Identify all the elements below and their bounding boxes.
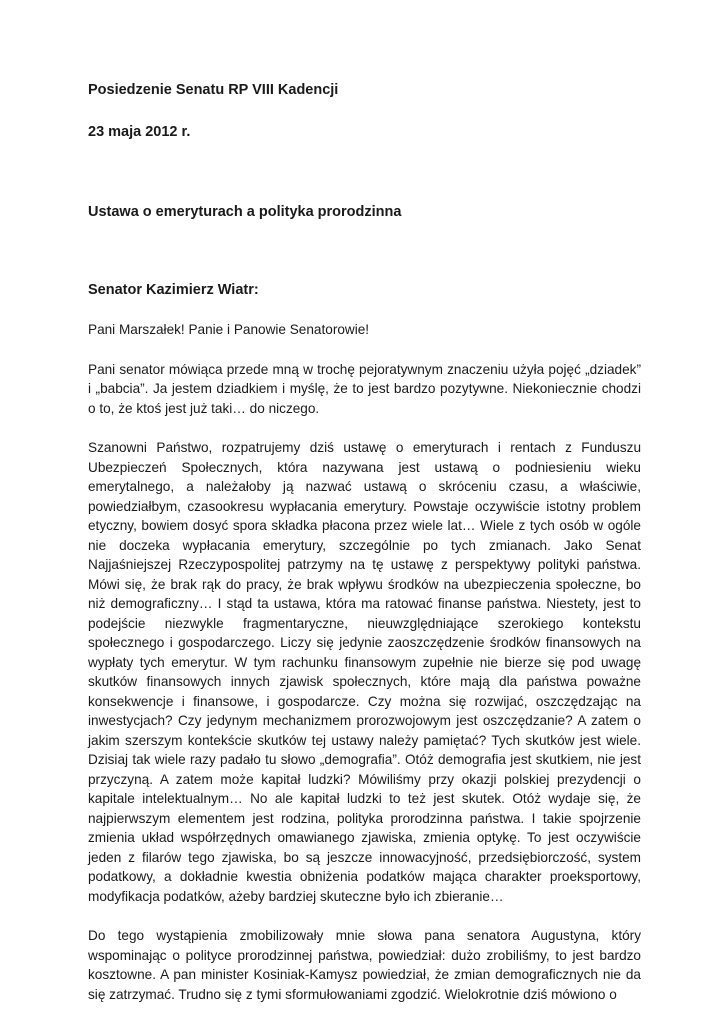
session-title: Posiedzenie Senatu RP VIII Kadencji (88, 82, 339, 98)
greeting: Pani Marszałek! Panie i Panowie Senatorowie! (88, 322, 370, 337)
paragraph-3: Do tego wystąpienia zmobilizowały mnie słowa pana senatora Augustyna, który wspominając o polityce prorodzinnej państwa, powiedział: dużo zrobiliśmy, to jest bardzo kosztowne. A pan minister Kosiniak-Kamysz powiedział, że zmian demograficznych nie da się zatrzymać. Trudno się z tymi sformułowaniami zgodzić. Wielokrotnie dziś mówiono o (88, 928, 641, 1002)
paragraph-1: Pani senator mówiąca przede mną w trochę pejoratywnym znaczeniu użyła pojęć „dziadek” i „babcia”. Ja jestem dziadkiem i myślę, że to jest bardzo pozytywne. Niekoniecznie chodzi o to, że ktoś jest już taki… do niczego. (88, 361, 641, 416)
act-title: Ustawa o emeryturach a polityka prorodzinna (88, 204, 402, 220)
document-page (88, 80, 641, 1004)
paragraph-2: Szanowni Państwo, rozpatrujemy dziś ustawę o emeryturach i rentach z Funduszu Ubezpieczeń Społecznych, która nazywana jest ustawą o podniesieniu wieku emerytalnego, a należałoby ją nazwać ustawą o skróceniu czasu, a właściwie, powiedziałbym, czasookresu wypłacania emerytury. Powstaje oczywiście istotny problem etyczny, bowiem dosyć spora składka płacona przez wiele lat… Wiele z tych osób w ogóle nie doczeka wypłacania emerytury, szczególnie po tych zmianach. Jako Senat Najjaśniejszej Rzeczypospolitej patrzymy na tę ustawę z perspektywy polityki państwa. Mówi się, że brak rąk do pracy, że brak wpływu środków na ubezpieczenia społeczne, bo niż demograficzny… I stąd ta ustawa, która ma ratować finanse państwa. Niestety, jest to podejście niezwykle fragmentaryczne, nieuwzględniające szerokiego kontekstu społecznego i gospodarczego. Liczy się jedynie zaoszczędzenie środków finansowych na wypłaty tych emerytur. W tym rachunku finansowym zupełnie nie bierze się pod uwagę skutków finansowych innych zjawisk społecznych, które mają dla państwa poważne konsekwencje i finansowe, i gospodarcze. Czy można się rozwijać, oszczędzając na inwestycjach? Czy jedynym mechanizmem prorozwojowym jest oszczędzanie? A zatem o jakim szerszym kontekście skutków tej ustawy należy pamiętać? Tych skutków jest wiele. Dzisiaj tak wiele razy padało tu słowo „demografia”. Otóż demografia jest skutkiem, nie jest przyczyną. A zatem może kapitał ludzki? Mówiliśmy przy okazji polskiej prezydencji o kapitale intelektualnym… No ale kapitał ludzki to też jest skutek. Otóż wydaje się, że najpierwszym elementem jest rodzina, polityka prorodzinna państwa. I takie spojrzenie zmienia układ współrzędnych omawianego zjawiska, zmienia optykę. To jest oczywiście jeden z filarów tego zjawiska, bo są jeszcze innowacyjność, przedsiębiorczość, system podatkowy, a dokładnie kwestia obniżenia podatków mająca charakter proeksportowy, modyfikacja podatków, ażeby bardziej skuteczne było ich zbieranie… (88, 440, 641, 904)
session-date: 23 maja 2012 r. (88, 124, 191, 140)
speaker-name: Senator Kazimierz Wiatr: (88, 282, 259, 298)
